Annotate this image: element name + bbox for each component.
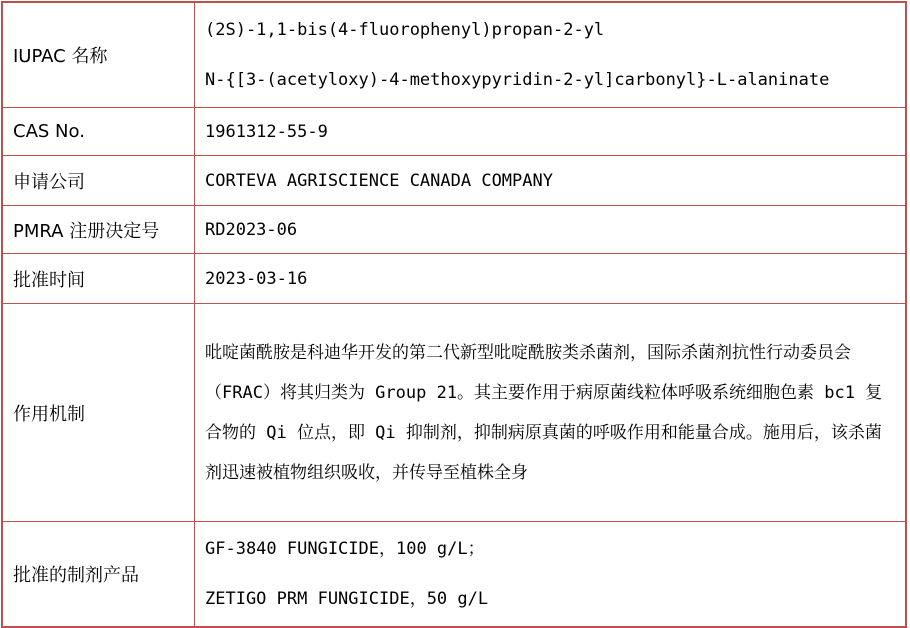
mechanism-text: 吡啶菌酰胺是科迪华开发的第二代新型吡啶酰胺类杀菌剂，国际杀菌剂抗性行动委员会（FRAC）将其归类为 Group 21。其主要作用于病原菌线粒体呼吸系统细胞色素 bc1 复合物的 Qi 位点，即 Qi 抑制剂，抑制病原真菌的呼吸作用和能量合成。施用后，该杀菌剂迅速被植物组织吸收，并传导至植株全身	[205, 342, 883, 483]
table-row-cas	[2, 108, 906, 156]
approval-date-value: 2023-03-16	[195, 254, 907, 304]
cas-number-value: 1961312-55-9	[195, 108, 907, 156]
iupac-line-2: N-{[3-(acetyloxy)-4-methoxypyridin-2-yl]carbonyl}-L-alaninate	[205, 70, 830, 90]
row-label: 作用机制	[2, 304, 195, 522]
applicant-company-value: CORTEVA AGRISCIENCE CANADA COMPANY	[195, 156, 907, 206]
table-row-applicant	[2, 156, 906, 206]
table-row-products	[2, 522, 906, 628]
iupac-line-1: (2S)-1,1-bis(4-fluorophenyl)propan-2-yl	[205, 20, 605, 40]
row-label: 申请公司	[2, 156, 195, 206]
row-label: PMRA 注册决定号	[2, 206, 195, 254]
registration-info-table	[1, 1, 907, 628]
row-label: 批准的制剂产品	[2, 522, 195, 628]
product-line-2: ZETIGO PRM FUNGICIDE，50 g/L	[205, 589, 489, 609]
table-row-mechanism	[2, 304, 906, 522]
product-line-1: GF-3840 FUNGICIDE，100 g/L；	[205, 539, 485, 559]
row-label: CAS No.	[2, 108, 195, 156]
mechanism-value	[195, 304, 907, 522]
table-row-iupac	[2, 2, 906, 108]
table-row-approval-date	[2, 254, 906, 304]
products-value	[195, 522, 907, 628]
table-row-pmra	[2, 206, 906, 254]
row-label: 批准时间	[2, 254, 195, 304]
row-label: IUPAC 名称	[2, 2, 195, 108]
iupac-name-value	[195, 2, 907, 108]
pmra-decision-value: RD2023-06	[195, 206, 907, 254]
